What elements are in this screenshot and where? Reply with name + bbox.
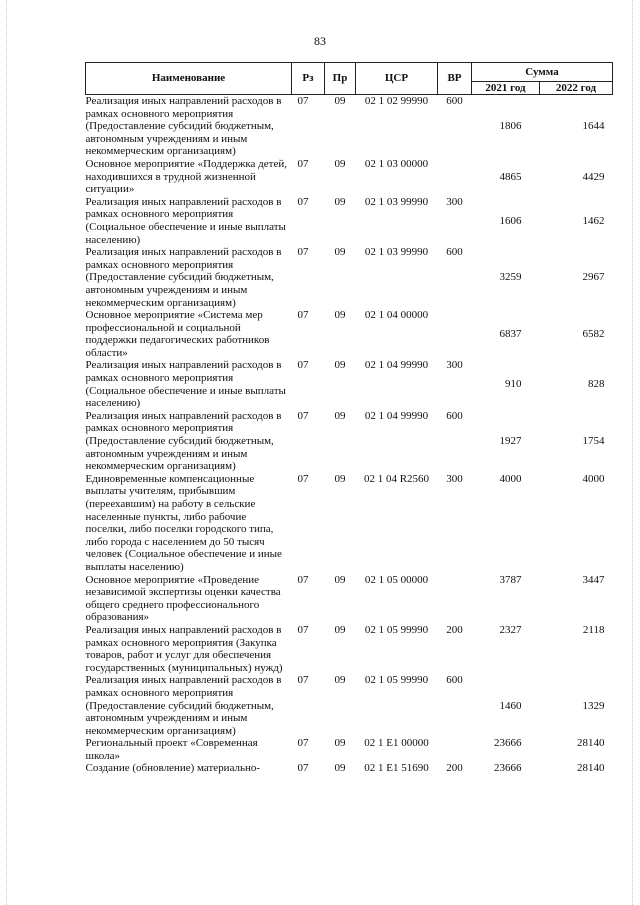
row-vr-cell: 600 [446,95,463,107]
row-csr-cell: 02 1 04 00000 [364,309,429,322]
row-csr-cell: 02 1 03 00000 [364,157,429,170]
table-row [86,196,613,246]
row-vr-cell: 300 [446,472,463,485]
row-pr-cell: 09 [334,623,346,636]
row-pr-cell: 09 [334,737,346,750]
row-rz-cell: 07 [297,674,309,687]
row-sum-2022-cell: 4429 [582,170,605,183]
header-sum: Сумма [472,63,613,82]
row-rz-cell: 07 [297,157,309,170]
row-sum-2022-cell: 28140 [577,762,605,775]
row-pr-cell: 09 [334,359,346,372]
row-sum-2022-cell: 1329 [582,699,605,712]
row-csr-cell: 02 1 03 99990 [364,246,429,259]
row-pr-cell: 09 [334,195,346,208]
row-vr-cell: 600 [446,409,463,422]
row-csr-cell: 02 1 E1 51690 [364,762,429,775]
header-pr: Пр [325,63,356,95]
row-rz-cell: 07 [297,737,309,750]
row-pr-cell: 09 [334,95,346,107]
row-pr-cell: 09 [334,246,346,259]
row-csr-cell: 02 1 05 99990 [364,623,429,636]
row-name-cell: Основное мероприятие «Поддержка детей, находившихся в трудной жизненной ситуации» [85,157,287,196]
row-sum-2022-cell: 28140 [577,737,605,750]
row-sum-2021-cell: 1606 [499,214,522,227]
row-vr-cell [438,574,472,624]
table-row [86,624,613,674]
row-vr-cell [438,309,472,359]
row-vr-cell: 300 [446,195,463,208]
row-sum-2021-cell: 2327 [499,623,522,636]
row-sum-2022-cell: 6582 [582,327,605,340]
row-sum-2021-cell: 3787 [499,573,522,586]
row-csr-cell: 02 1 02 99990 [364,95,429,107]
row-sum-2021-cell: 1460 [499,699,522,712]
row-vr-cell: 300 [446,359,463,372]
row-name-cell: Реализация иных направлений расходов в рамках основного мероприятия (Социальное обеспечение и иные выплаты населению) [85,195,286,246]
row-name-cell: Реализация иных направлений расходов в рамках основного мероприятия (Предоставление субсидий бюджетным, автономным учреждениям и иным некоммерческим организациям) [85,409,282,473]
row-name-cell: Региональный проект «Современная школа» [85,737,258,762]
row-sum-2022-cell: 2967 [582,271,605,284]
row-vr-cell: 200 [446,762,463,775]
row-rz-cell: 07 [297,246,309,259]
row-rz-cell: 07 [297,623,309,636]
row-sum-2022-cell: 2118 [582,623,605,636]
table-row [86,410,613,473]
budget-table [85,62,613,775]
row-rz-cell: 07 [297,472,309,485]
row-csr-cell: 02 1 05 00000 [364,573,429,586]
row-csr-cell: 02 1 E1 00000 [364,737,429,750]
row-pr-cell: 09 [334,573,346,586]
header-vr: ВР [438,63,472,95]
row-rz-cell: 07 [297,195,309,208]
table-body [86,95,613,776]
header-year-2021: 2021 год [472,82,540,95]
table-row [86,309,613,359]
row-csr-cell: 02 1 05 99990 [364,674,429,687]
row-rz-cell: 07 [297,309,309,322]
row-sum-2021-cell: 910 [505,378,522,391]
row-name-cell: Реализация иных направлений расходов в рамках основного мероприятия (Социальное обеспечение и иные выплаты населению) [85,359,286,410]
left-page-edge [6,0,7,905]
row-rz-cell: 07 [297,409,309,422]
row-csr-cell: 02 1 04 99990 [364,359,429,372]
row-csr-cell: 02 1 04 R2560 [363,472,430,485]
row-sum-2021-cell: 4865 [499,170,522,183]
row-vr-cell [438,737,472,762]
table-row [86,359,613,409]
row-sum-2022-cell: 3447 [582,573,605,586]
table-row [86,246,613,309]
row-name-cell: Основное мероприятие «Система мер профессиональной и социальной поддержки педагогических работников области» [85,309,270,359]
header-rz: Рз [292,63,325,95]
table-row [86,473,613,574]
row-name-cell: Создание (обновление) материально- [85,762,261,775]
row-sum-2022-cell: 1754 [582,435,605,448]
row-name-cell: Основное мероприятие «Проведение независимой экспертизы оценки качества общего среднего профессионального образования» [85,573,281,624]
row-rz-cell: 07 [297,359,309,372]
row-rz-cell: 07 [297,95,309,107]
header-csr: ЦСР [356,63,438,95]
row-rz-cell: 07 [297,573,309,586]
row-sum-2021-cell: 23666 [494,762,522,775]
row-sum-2022-cell: 1644 [582,120,605,133]
row-name-cell: Реализация иных направлений расходов в рамках основного мероприятия (Предоставление субсидий бюджетным, автономным учреждениям и иным некоммерческим организациям) [85,674,282,737]
row-pr-cell: 09 [334,762,346,775]
row-vr-cell: 600 [446,674,463,687]
row-pr-cell: 09 [334,309,346,322]
row-pr-cell: 09 [334,157,346,170]
row-pr-cell: 09 [334,472,346,485]
row-sum-2021-cell: 23666 [494,737,522,750]
header-name: Наименование [86,63,292,95]
row-pr-cell: 09 [334,409,346,422]
table-row [86,158,613,196]
row-pr-cell: 09 [334,674,346,687]
row-sum-2021-cell: 6837 [499,327,522,340]
row-sum-2022-cell: 1462 [582,214,605,227]
row-sum-2022-cell: 828 [588,378,605,391]
table-row [86,737,613,762]
right-page-edge [632,0,633,905]
row-csr-cell: 02 1 03 99990 [364,195,429,208]
header-year-2022: 2022 год [540,82,613,95]
row-sum-2021-cell: 1806 [499,120,522,133]
row-sum-2021-cell: 4000 [499,472,522,485]
table-row [86,574,613,624]
row-vr-cell: 600 [446,246,463,259]
row-name-cell: Реализация иных направлений расходов в рамках основного мероприятия (Предоставление субсидий бюджетным, автономным учреждениям и иным некоммерческим организациям) [85,95,282,158]
row-sum-2021-cell: 3259 [499,271,522,284]
row-name-cell: Реализация иных направлений расходов в рамках основного мероприятия (Закупка товаров, работ и услуг для обеспечения государственных (муниципальных) нужд) [85,623,283,674]
row-name-cell: Реализация иных направлений расходов в рамках основного мероприятия (Предоставление субсидий бюджетным, автономным учреждениям и иным некоммерческим организациям) [85,246,282,309]
table-header [86,63,613,95]
row-rz-cell: 07 [297,762,309,775]
table-row [86,674,613,737]
row-csr-cell: 02 1 04 99990 [364,409,429,422]
page-number: 83 [314,34,326,48]
row-name-cell: Единовременные компенсационные выплаты учителям, прибывшим (переехавшим) на работу в сельские населенные пункты, либо рабочие поселки, либо поселки городского типа, либо города с населением до 50 тысяч человек (Социальное обеспечение и иные выплаты населению) [85,472,282,573]
row-vr-cell: 200 [446,623,463,636]
row-vr-cell [438,158,472,196]
table-row [86,762,613,775]
table-row [86,95,613,158]
row-sum-2021-cell: 1927 [499,435,522,448]
row-sum-2022-cell: 4000 [582,472,605,485]
